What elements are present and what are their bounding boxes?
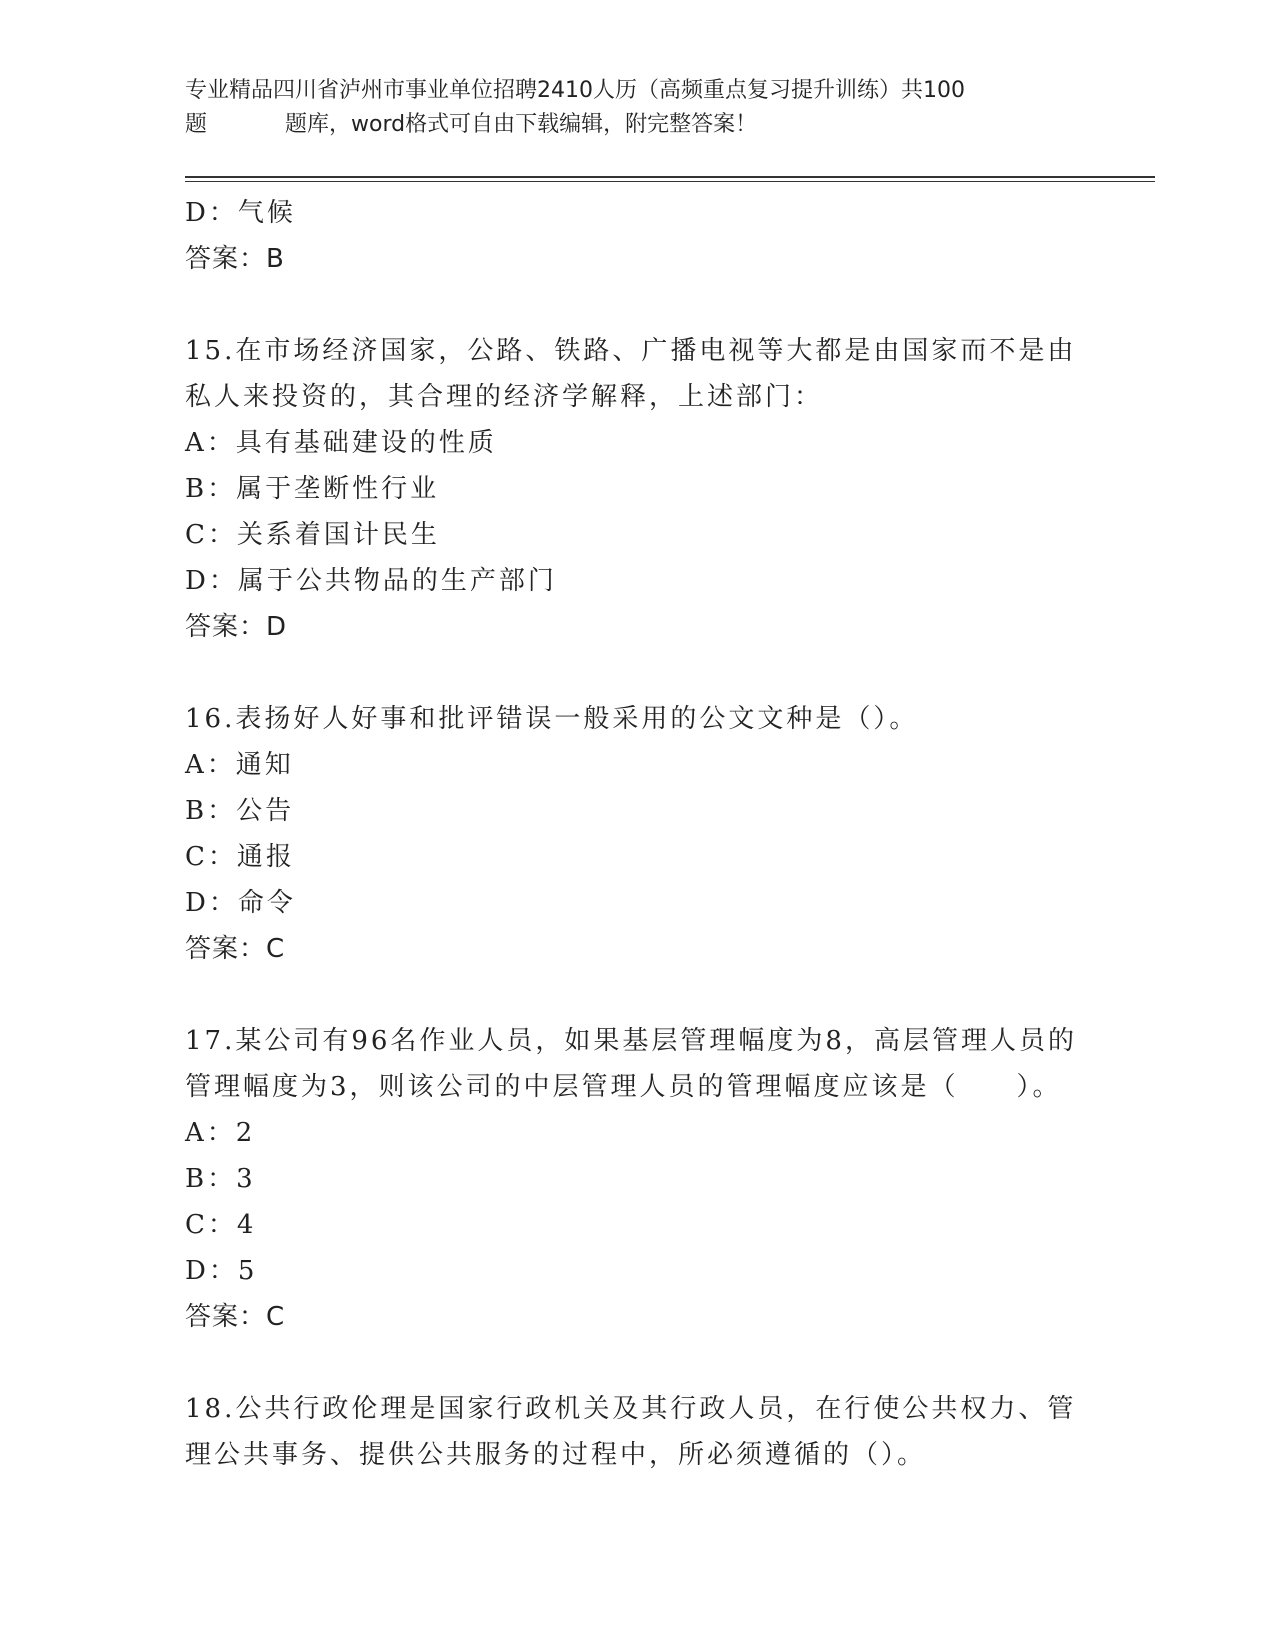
header-divider-thick	[185, 176, 1155, 178]
option-d: D：属于公共物品的生产部门	[185, 566, 557, 596]
option-d: D：气候	[185, 198, 296, 228]
option-b: B：3	[185, 1164, 256, 1194]
question-stem: 17.某公司有96名作业人员，如果基层管理幅度为8，高层管理人员的	[185, 1026, 1077, 1056]
question-stem: 15.在市场经济国家，公路、铁路、广播电视等大都是由国家而不是由	[185, 336, 1077, 366]
option-b: B：公告	[185, 796, 295, 826]
question-14-tail	[185, 190, 1085, 282]
question-stem-continued: 管理幅度为3，则该公司的中层管理人员的管理幅度应该是（ ）。	[185, 1072, 1062, 1102]
page-header	[185, 74, 1145, 142]
question-stem-continued: 私人来投资的，其合理的经济学解释，上述部门：	[185, 382, 824, 412]
spacer	[185, 1340, 1085, 1386]
answer-line: 答案：C	[185, 934, 286, 964]
question-16	[185, 696, 1085, 972]
header-title-line1: 专业精品四川省泸州市事业单位招聘2410人历（高频重点复习提升训练）共100	[185, 78, 965, 103]
question-15	[185, 328, 1085, 650]
option-c: C：4	[185, 1210, 257, 1240]
question-stem-continued: 理公共事务、提供公共服务的过程中，所必须遵循的（）。	[185, 1440, 927, 1470]
spacer	[185, 282, 1085, 328]
question-stem: 18.公共行政伦理是国家行政机关及其行政人员，在行使公共权力、管	[185, 1394, 1077, 1424]
option-d: D：5	[185, 1256, 258, 1286]
option-d: D：命令	[185, 888, 296, 918]
question-stem: 16.表扬好人好事和批评错误一般采用的公文文种是（）。	[185, 704, 919, 734]
option-c: C：通报	[185, 842, 295, 872]
document-body	[185, 190, 1085, 1478]
option-a: A：2	[185, 1118, 256, 1148]
option-c: C：关系着国计民生	[185, 520, 440, 550]
option-b: B：属于垄断性行业	[185, 474, 440, 504]
spacer	[185, 972, 1085, 1018]
answer-line: 答案：B	[185, 244, 285, 274]
question-17	[185, 1018, 1085, 1340]
spacer	[185, 650, 1085, 696]
header-divider-thin	[185, 181, 1155, 182]
answer-line: 答案：C	[185, 1302, 286, 1332]
option-a: A：通知	[185, 750, 294, 780]
header-title-line2	[185, 108, 1145, 142]
answer-line: 答案：D	[185, 612, 288, 642]
question-18	[185, 1386, 1085, 1478]
header-title-line2-right: 题库，word格式可自由下载编辑，附完整答案！	[285, 112, 758, 137]
option-a: A：具有基础建设的性质	[185, 428, 497, 458]
header-title-line2-left: 题	[185, 112, 208, 137]
